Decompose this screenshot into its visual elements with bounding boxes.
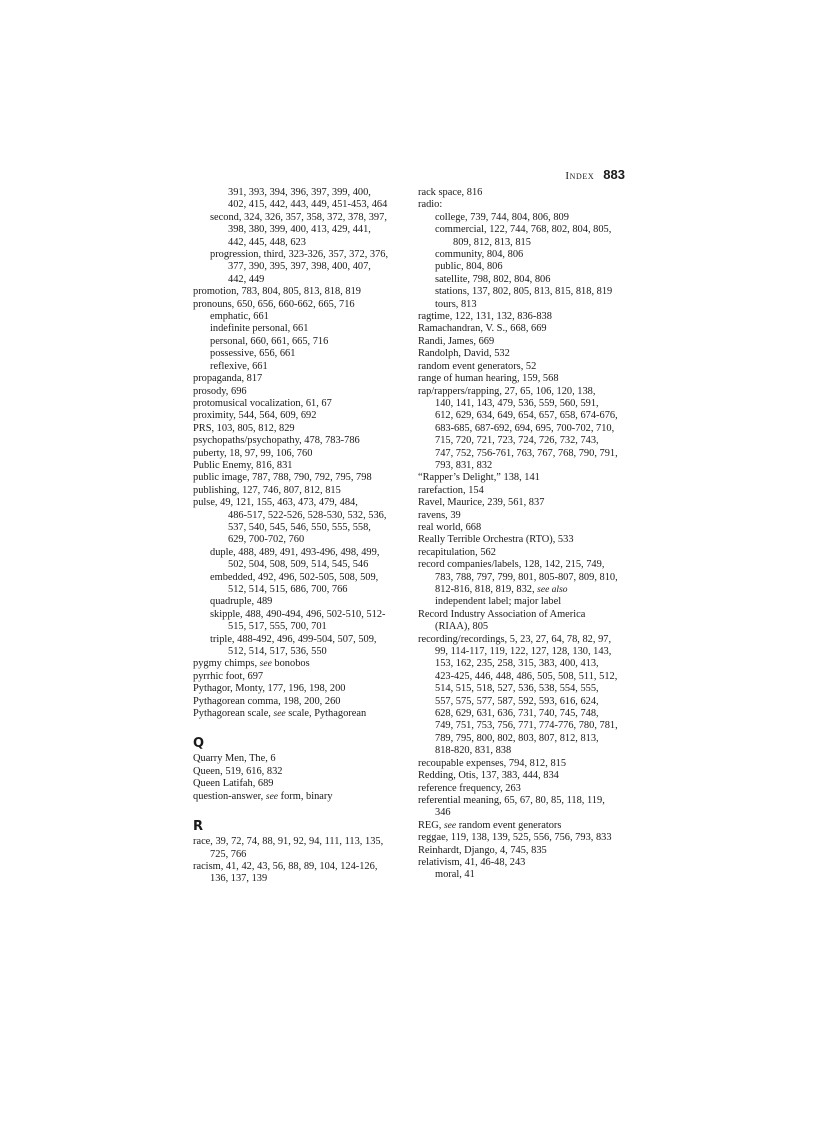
entry-text: proximity, 544, 564, 609, 692 <box>193 410 317 422</box>
entry-text: recapitulation, 562 <box>418 546 496 558</box>
entry-text: community, 804, 806 <box>435 249 524 261</box>
index-subentry-line <box>418 572 632 584</box>
entry-text: college, 739, 744, 804, 806, 809 <box>435 211 569 223</box>
index-entry <box>418 609 632 621</box>
index-subentry-line <box>193 849 405 861</box>
index-entry <box>418 547 632 559</box>
entry-text: recoupable expenses, 794, 812, 815 <box>418 757 567 769</box>
index-entry <box>193 836 405 848</box>
index-subentry-line <box>193 547 405 559</box>
index-entry <box>418 857 632 869</box>
entry-text: 346 <box>435 807 451 819</box>
index-entry <box>193 696 405 708</box>
index-entry <box>193 299 405 311</box>
entry-text: reflexive, 661 <box>210 360 268 372</box>
see-target: form, binary <box>278 790 333 802</box>
entry-text: 512, 514, 515, 686, 700, 766 <box>228 584 348 595</box>
entry-text: protomusical vocalization, 61, 67 <box>193 397 332 409</box>
index-subentry-line <box>193 212 405 224</box>
entry-text: radio: <box>418 199 443 211</box>
entry-text: Pythagorean comma, 198, 200, 260 <box>193 695 341 707</box>
index-entry <box>418 348 632 360</box>
entry-text: possessive, 656, 661 <box>210 348 296 360</box>
entry-text: 423-425, 446, 448, 486, 505, 508, 511, 512, <box>435 670 618 682</box>
entry-text: prosody, 696 <box>193 385 247 397</box>
index-subentry-line <box>418 274 632 286</box>
entry-text: promotion, 783, 804, 805, 813, 818, 819 <box>193 286 361 298</box>
entry-text: real world, 668 <box>418 521 482 533</box>
entry-text: independent label; major label <box>435 596 562 608</box>
entry-text: 537, 540, 545, 546, 550, 555, 558, <box>228 521 371 533</box>
entry-text: Randi, James, 669 <box>418 335 495 347</box>
entry-text: (RIAA), 805 <box>435 621 489 633</box>
entry-text: skipple, 488, 490-494, 496, 502-510, 512- <box>210 608 386 620</box>
index-subentry-line <box>418 733 632 745</box>
index-subentry-line <box>193 534 405 546</box>
index-entry <box>193 861 405 873</box>
index-subentry-line <box>418 224 632 236</box>
entry-text: 628, 629, 631, 636, 731, 740, 745, 748, <box>435 708 599 720</box>
entry-text: 514, 515, 518, 527, 536, 538, 554, 555, <box>435 683 599 695</box>
index-subentry-line <box>418 696 632 708</box>
index-entry <box>193 766 405 778</box>
index-subentry-line <box>418 671 632 683</box>
index-subentry-line <box>193 596 405 608</box>
entry-text: 515, 517, 555, 700, 701 <box>228 621 327 633</box>
entry-text: 783, 788, 797, 799, 801, 805-807, 809, 810, <box>435 571 618 583</box>
entry-text: 818-820, 831, 838 <box>435 745 512 757</box>
entry-text: indefinite personal, 661 <box>210 323 309 335</box>
index-entry <box>193 386 405 398</box>
entry-text: Ramachandran, V. S., 668, 669 <box>418 323 547 335</box>
entry-text: public, 804, 806 <box>435 261 503 273</box>
index-subentry-line <box>418 646 632 658</box>
index-entry <box>193 286 405 298</box>
index-subentry-line <box>418 658 632 670</box>
index-entry <box>418 386 632 398</box>
entry-text: 99, 114-117, 119, 122, 127, 128, 130, 143, <box>435 646 612 658</box>
index-entry <box>418 187 632 199</box>
index-subentry-line <box>418 807 632 819</box>
index-entry <box>418 472 632 484</box>
entry-text: progression, third, 323-326, 357, 372, 376, <box>210 249 389 261</box>
index-entry <box>418 323 632 335</box>
index-subentry-line <box>193 522 405 534</box>
index-entry <box>418 373 632 385</box>
index-letter-heading: Q <box>193 736 205 752</box>
entry-text: ragtime, 122, 131, 132, 836-838 <box>418 311 552 323</box>
entry-text: 612, 629, 634, 649, 654, 657, 658, 674-676, <box>435 410 618 422</box>
index-letter-heading: R <box>193 819 204 835</box>
entry-text: pronouns, 650, 656, 660-662, 665, 716 <box>193 298 355 310</box>
entry-text: second, 324, 326, 357, 358, 372, 378, 397, <box>210 211 387 223</box>
index-column-right <box>418 187 632 882</box>
entry-text: REG, <box>418 819 444 831</box>
entry-text: Public Enemy, 816, 831 <box>193 459 293 471</box>
index-subentry-line <box>418 286 632 298</box>
entry-text: 812-816, 818, 819, 832, <box>435 584 538 595</box>
index-entry <box>418 634 632 646</box>
entry-text: Randolph, David, 532 <box>418 348 510 360</box>
index-entry <box>193 778 405 790</box>
index-entry <box>193 398 405 410</box>
index-subentry-line <box>418 869 632 881</box>
index-subentry-line <box>193 224 405 236</box>
index-entry <box>193 373 405 385</box>
index-entry <box>418 534 632 546</box>
entry-text: “Rapper’s Delight,” 138, 141 <box>418 472 540 484</box>
entry-text: 442, 449 <box>228 273 265 285</box>
entry-text: 793, 831, 832 <box>435 459 493 471</box>
index-subentry-line <box>193 621 405 633</box>
see-reference: see also <box>537 585 568 595</box>
index-entry <box>418 522 632 534</box>
index-subentry-line <box>418 249 632 261</box>
index-entry <box>193 791 405 803</box>
index-entry <box>418 795 632 807</box>
index-entry <box>193 658 405 670</box>
index-subentry-line <box>193 646 405 658</box>
entry-text: race, 39, 72, 74, 88, 91, 92, 94, 111, 113, 135, <box>193 836 384 848</box>
index-subentry-line <box>193 510 405 522</box>
index-subentry-line <box>193 249 405 261</box>
entry-text: pulse, 49, 121, 155, 463, 473, 479, 484, <box>193 497 358 509</box>
index-entry <box>418 770 632 782</box>
index-subentry-line <box>193 323 405 335</box>
entry-text: 512, 514, 517, 536, 550 <box>228 646 327 658</box>
index-entry <box>418 485 632 497</box>
entry-text: ravens, 39 <box>418 509 461 521</box>
entry-text: Queen Latifah, 689 <box>193 778 274 790</box>
entry-text: 629, 700-702, 760 <box>228 534 305 546</box>
entry-text: reference frequency, 263 <box>418 782 521 794</box>
index-entry <box>193 708 405 720</box>
index-entry <box>193 435 405 447</box>
index-entry <box>418 832 632 844</box>
entry-text: Reinhardt, Django, 4, 745, 835 <box>418 844 547 856</box>
entry-text: satellite, 798, 802, 804, 806 <box>435 273 551 285</box>
index-subentry-line <box>418 708 632 720</box>
entry-text: 486-517, 522-526, 528-530, 532, 536, <box>228 509 387 521</box>
entry-text: quadruple, 489 <box>210 596 273 608</box>
entry-text: emphatic, 661 <box>210 311 269 323</box>
index-subentry-line <box>418 423 632 435</box>
index-subentry-line <box>193 584 405 596</box>
entry-text: 557, 575, 577, 587, 592, 593, 616, 624, <box>435 695 599 707</box>
index-subentry-line <box>193 609 405 621</box>
entry-text: 140, 141, 143, 479, 536, 559, 560, 591, <box>435 397 599 409</box>
index-entry <box>418 336 632 348</box>
entry-text: referential meaning, 65, 67, 80, 85, 118, 119, <box>418 794 605 806</box>
index-subentry-line <box>193 237 405 249</box>
entry-text: 725, 766 <box>210 848 247 860</box>
index-subentry-line <box>418 435 632 447</box>
entry-text: 377, 390, 395, 397, 398, 400, 407, <box>228 261 371 273</box>
index-subentry-line <box>418 683 632 695</box>
entry-text: pygmy chimps, <box>193 658 260 670</box>
index-subentry-line <box>418 621 632 633</box>
index-entry <box>193 460 405 472</box>
entry-text: 502, 504, 508, 509, 514, 545, 546 <box>228 559 369 571</box>
index-subentry-line <box>193 361 405 373</box>
index-subentry-line <box>418 460 632 472</box>
entry-text: PRS, 103, 805, 812, 829 <box>193 422 295 434</box>
index-subentry-line <box>193 634 405 646</box>
entry-text: psychopaths/psychopathy, 478, 783-786 <box>193 435 360 447</box>
entry-text: Ravel, Maurice, 239, 561, 837 <box>418 497 545 509</box>
see-reference: see <box>443 820 457 831</box>
entry-text: commercial, 122, 744, 768, 802, 804, 805, <box>435 224 612 236</box>
index-subentry-line <box>193 348 405 360</box>
entry-text: 747, 752, 756-761, 763, 767, 768, 790, 791, <box>435 447 618 459</box>
entry-text: triple, 488-492, 496, 499-504, 507, 509, <box>210 633 377 645</box>
index-entry <box>193 753 405 765</box>
entry-text: question-answer, <box>193 790 266 802</box>
entry-text: random event generators, 52 <box>418 360 537 372</box>
index-subentry-line <box>193 336 405 348</box>
entry-text: Pythagor, Monty, 177, 196, 198, 200 <box>193 683 346 695</box>
entry-text: 789, 795, 800, 802, 803, 807, 812, 813, <box>435 732 599 744</box>
entry-text: propaganda, 817 <box>193 373 263 385</box>
see-reference: see <box>273 709 286 720</box>
entry-text: Pythagorean scale, <box>193 708 274 720</box>
entry-text: reggae, 119, 138, 139, 525, 556, 756, 793, 833 <box>418 832 612 844</box>
index-subentry-line <box>418 299 632 311</box>
index-subentry-line <box>418 410 632 422</box>
index-entry <box>418 510 632 522</box>
entry-text: rack space, 816 <box>418 187 483 198</box>
see-target: bonobos <box>271 658 310 670</box>
see-reference: see <box>265 791 279 802</box>
entry-text: recording/recordings, 5, 23, 27, 64, 78, 82, 97, <box>418 633 612 645</box>
entry-text: racism, 41, 42, 43, 56, 88, 89, 104, 124-126, <box>193 860 378 872</box>
entry-text: puberty, 18, 97, 99, 106, 760 <box>193 447 313 459</box>
index-entry <box>193 671 405 683</box>
entry-text: 391, 393, 394, 396, 397, 399, 400, <box>228 187 371 198</box>
index-entry <box>418 559 632 571</box>
index-subentry-line <box>418 237 632 249</box>
see-reference: see <box>259 659 272 670</box>
entry-text: stations, 137, 802, 805, 813, 815, 818, 819 <box>435 286 613 298</box>
index-subentry-line <box>418 596 632 608</box>
index-subentry-line <box>193 261 405 273</box>
index-entry <box>193 448 405 460</box>
entry-text: Record Industry Association of America <box>418 608 586 620</box>
index-subentry-line <box>418 745 632 757</box>
index-subentry-line <box>193 187 405 199</box>
entry-text: 749, 751, 753, 756, 771, 774-776, 780, 781, <box>435 720 618 732</box>
index-subentry-line <box>418 261 632 273</box>
entry-text: record companies/labels, 128, 142, 215, 749, <box>418 559 605 571</box>
entry-text: rap/rappers/rapping, 27, 65, 106, 120, 138, <box>418 385 596 397</box>
index-subentry-line <box>193 199 405 211</box>
entry-text: 715, 720, 721, 723, 724, 726, 732, 743, <box>435 435 599 447</box>
index-entry <box>418 845 632 857</box>
entry-text: public image, 787, 788, 790, 792, 795, 798 <box>193 472 372 484</box>
entry-text: 398, 380, 399, 400, 413, 429, 441, <box>228 224 371 236</box>
entry-text: duple, 488, 489, 491, 493-496, 498, 499, <box>210 546 380 558</box>
entry-text: Redding, Otis, 137, 383, 444, 834 <box>418 770 559 782</box>
entry-text: tours, 813 <box>435 298 477 310</box>
index-entry <box>193 497 405 509</box>
entry-text: relativism, 41, 46-48, 243 <box>418 856 526 868</box>
entry-text: Quarry Men, The, 6 <box>193 753 276 765</box>
entry-text: rarefaction, 154 <box>418 484 484 496</box>
index-subentry-line <box>418 720 632 732</box>
entry-text: 683-685, 687-692, 694, 695, 700-702, 710, <box>435 422 615 434</box>
index-subentry-line <box>193 559 405 571</box>
entry-text: publishing, 127, 746, 807, 812, 815 <box>193 484 341 496</box>
index-subentry-line <box>193 572 405 584</box>
see-target: random event generators <box>456 819 562 831</box>
section-title: Index <box>565 170 595 182</box>
index-subentry-line <box>193 274 405 286</box>
index-column-left <box>193 187 405 886</box>
index-subentry-line <box>418 448 632 460</box>
entry-text: range of human hearing, 159, 568 <box>418 373 559 385</box>
index-entry <box>418 820 632 832</box>
index-entry <box>418 783 632 795</box>
index-entry <box>418 361 632 373</box>
running-header <box>193 166 625 184</box>
index-entry <box>193 472 405 484</box>
page-number: 883 <box>603 167 625 182</box>
index-entry <box>193 485 405 497</box>
index-subentry-line <box>193 873 405 885</box>
index-entry <box>193 423 405 435</box>
entry-text: 402, 415, 442, 443, 449, 451-453, 464 <box>228 199 388 211</box>
entry-text: 153, 162, 235, 258, 315, 383, 400, 413, <box>435 658 599 670</box>
entry-text: Really Terrible Orchestra (RTO), 533 <box>418 534 574 546</box>
index-entry <box>418 758 632 770</box>
entry-text: moral, 41 <box>435 869 475 881</box>
entry-text: Queen, 519, 616, 832 <box>193 765 283 777</box>
index-subentry-line <box>418 584 632 596</box>
entry-text: pyrrhic foot, 697 <box>193 670 264 682</box>
index-subentry-line <box>193 311 405 323</box>
index-subentry-line <box>418 212 632 224</box>
index-entry <box>193 683 405 695</box>
index-entry <box>418 497 632 509</box>
index-subentry-line <box>418 398 632 410</box>
see-target: scale, Pythagorean <box>285 708 367 720</box>
entry-text: 442, 445, 448, 623 <box>228 236 306 248</box>
entry-text: personal, 660, 661, 665, 716 <box>210 335 329 347</box>
index-entry <box>418 311 632 323</box>
entry-text: 809, 812, 813, 815 <box>453 236 531 248</box>
index-entry <box>193 410 405 422</box>
entry-text: embedded, 492, 496, 502-505, 508, 509, <box>210 571 379 583</box>
entry-text: 136, 137, 139 <box>210 873 268 885</box>
index-entry <box>418 199 632 211</box>
